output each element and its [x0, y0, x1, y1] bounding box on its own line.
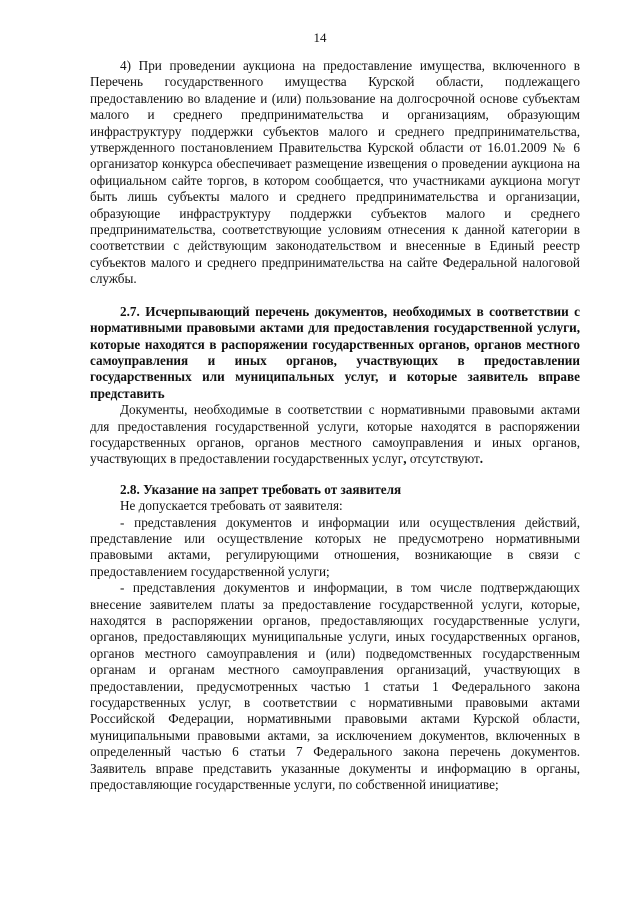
page-content: [90, 58, 580, 793]
page-number: 14: [313, 30, 327, 45]
section-2-8-heading: 2.8. Указание на запрет требовать от заявителя: [120, 481, 402, 497]
spacer: [90, 468, 580, 482]
section-2-7-text-last: отсутствуют: [409, 451, 480, 467]
section-2-8-intro: Не допускается требовать от заявителя:: [120, 498, 343, 514]
section-2-7-comma: ,: [403, 451, 407, 467]
section-2-8-bullet-2: - представления документов и информации, в том числе подтверждающих внесение заявителем платы за предоставление государственной услуги, которые, находятся в распоряжении органов, предоставляющих государственные услуги, органов, предоставляющих муниципальные услуги, иных государственных органов, органов местного самоуправления и (или) подведомственных государственным органам и органам местного самоуправления организаций, участвующих в предоставлении, предусмотренных частью 1 статьи 1 Федерального закона государственных услуг, в соответствии с нормативными правовыми актами Российской Федерации, нормативными правовыми актами Курской области, муниципальными правовыми актами, за исключением документов, включенных в определенный частью 6 статьи 7 Федерального закона перечень документов. Заявитель вправе представить указанные документы и информацию в органы, предоставляющие государственные услуги, по собственной инициативе;: [90, 580, 580, 793]
spacer: [90, 288, 580, 304]
item-4-paragraph: 4) При проведении аукциона на предоставление имущества, включенного в Перечень государственного имущества Курской области, подлежащего предоставлению во владение и (или) пользование на долгосрочной основе субъектам малого и среднего предпринимательства и организациям, образующим инфраструктуру поддержки субъектов малого и среднего предпринимательства, утвержденного постановлением Правительства Курской области от 16.01.2009 № 6 организатор конкурса обеспечивает размещение извещения о проведении аукциона на официальном сайте торгов, в котором сообщается, что участниками аукциона могут быть лишь субъекты малого и среднего предпринимательства и организации, образующие инфраструктуру поддержки субъектов малого и среднего предпринимательства, соответствующие условиям отнесения к данной категории в соответствии с действующим законодательством и внесенные в Единый реестр субъектов малого и среднего предпринимательства на сайте Федеральной налоговой службы.: [90, 58, 580, 287]
section-2-7-heading: 2.7. Исчерпывающий перечень документов, необходимых в соответствии с нормативными правовыми актами для предоставления государственной услуги, которые находятся в распоряжении государственных органов, органов местного самоуправления и иных органов, участвующих в предоставлении государственных или муниципальных услуг, и которые заявитель вправе представить: [90, 303, 580, 401]
section-2-7-period: .: [479, 451, 484, 467]
section-2-7-text: [90, 402, 580, 468]
section-2-8-bullet-1: - представления документов и информации или осуществления действий, представление или осуществление которых не предусмотрено нормативными правовыми актами, регулирующими отношения, возникающие в связи с предоставлением государственной услуги;: [90, 514, 580, 579]
section-2-7-text-main: Документы, необходимые в соответствии с нормативными правовыми актами для предоставления государственной услуги, которые находятся в распоряжении государственных органов, органов местного самоуправления и иных органов, участвующих в предоставлении государственных услуг: [90, 402, 580, 467]
